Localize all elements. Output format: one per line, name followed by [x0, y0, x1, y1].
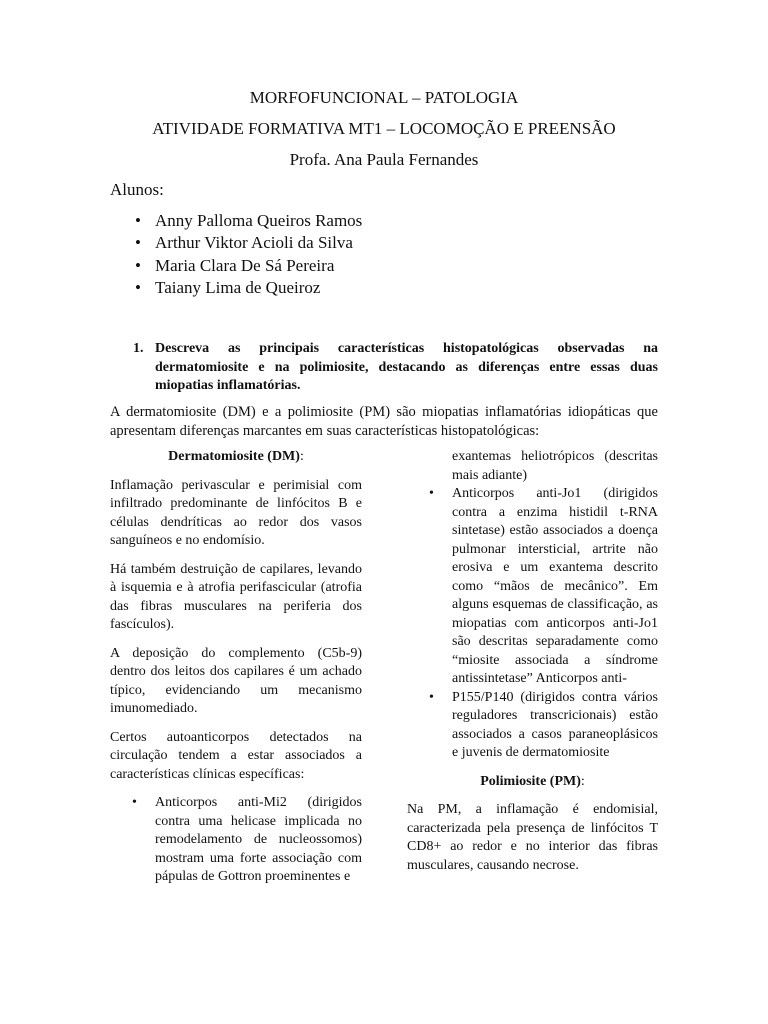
intro-paragraph: A dermatomiosite (DM) e a polimiosite (PM) são miopatias inflamatórias idiopáticas que apresentam diferenças marcantes em suas características histopatológicas: [110, 404, 658, 439]
list-item: • Anticorpos anti-Mi2 (dirigidos contra uma helicase implicada no remodelamento de nucleossomos) mostram uma forte associação com pápulas de Gottron proeminentes e [110, 794, 362, 887]
list-item-continuation: exantemas heliotrópicos (descritas mais adiante) [452, 449, 658, 483]
question-text: Descreva as principais características histopatológicas observadas na dermatomiosite e na polimiosite, destacando as diferenças entre essas duas miopatias inflamatórias. [155, 341, 658, 393]
right-column [407, 448, 658, 885]
pm-paragraph: Na PM, a inflamação é endomisial, caracterizada pela presença de linfócitos T CD8+ ao redor e no interior das fibras musculares, causando necrose. [407, 802, 658, 873]
students-label: Alunos: [110, 180, 164, 199]
dm-heading [110, 448, 362, 467]
list-item: • Anticorpos anti-Jo1 (dirigidos contra a enzima histidil t-RNA sintetase) estão associados a doença pulmonar intersticial, artrite não erosiva e um exantema descrito como “mãos de mecânico”. Em alguns esquemas de classificação, as miopatias com anticorpos anti-Jo1 são descritas separadamente como “miosite associada a síndrome antissintetase” Anticorpos anti- [407, 485, 658, 689]
dm-heading-colon: : [299, 449, 304, 464]
dm-heading-text: Dermatomiosite (DM) [168, 449, 300, 464]
student-name: • Arthur Viktor Acioli da Silva [135, 232, 362, 254]
dm-antibody-list-continued [407, 485, 658, 763]
list-item: • P155/P140 (dirigidos contra vários reguladores transcricionais) estão associados a casos paraneoplásicos e juvenis de dermatomiosite [407, 689, 658, 763]
pm-heading [407, 773, 658, 792]
question-number: 1. [133, 341, 144, 356]
left-column [110, 448, 362, 887]
pm-heading-text: Polimiosite (PM) [480, 773, 581, 789]
students-list [135, 210, 362, 299]
student-name: • Anny Palloma Queiros Ramos [135, 210, 362, 232]
question-1 [133, 340, 658, 396]
pm-heading-colon: : [580, 773, 585, 789]
dm-paragraph: Inflamação perivascular e perimisial com infiltrado predominante de linfócitos B e células dendríticas ao redor dos vasos sanguíneos e no endomísio. [110, 477, 362, 548]
dm-paragraph: Há também destruição de capilares, levando à isquemia e à atrofia perifascicular (atrofia das fibras musculares na periferia dos fascículos). [110, 561, 362, 632]
dm-paragraph: A deposição do complemento (C5b-9) dentro dos leitos dos capilares é um achado típico, evidenciando um mecanismo imunomediado. [110, 645, 362, 716]
course-title: MORFOFUNCIONAL – PATOLOGIA [249, 88, 519, 107]
professor-name: Profa. Ana Paula Fernandes [289, 150, 479, 169]
dm-paragraph: Certos autoanticorpos detectados na circulação tendem a estar associados a características clínicas específicas: [110, 729, 362, 782]
student-name: • Taiany Lima de Queiroz [135, 277, 362, 299]
activity-title: ATIVIDADE FORMATIVA MT1 – LOCOMOÇÃO E PREENSÃO [152, 119, 616, 138]
dm-antibody-list [110, 794, 362, 887]
student-name: • Maria Clara De Sá Pereira [135, 255, 362, 277]
